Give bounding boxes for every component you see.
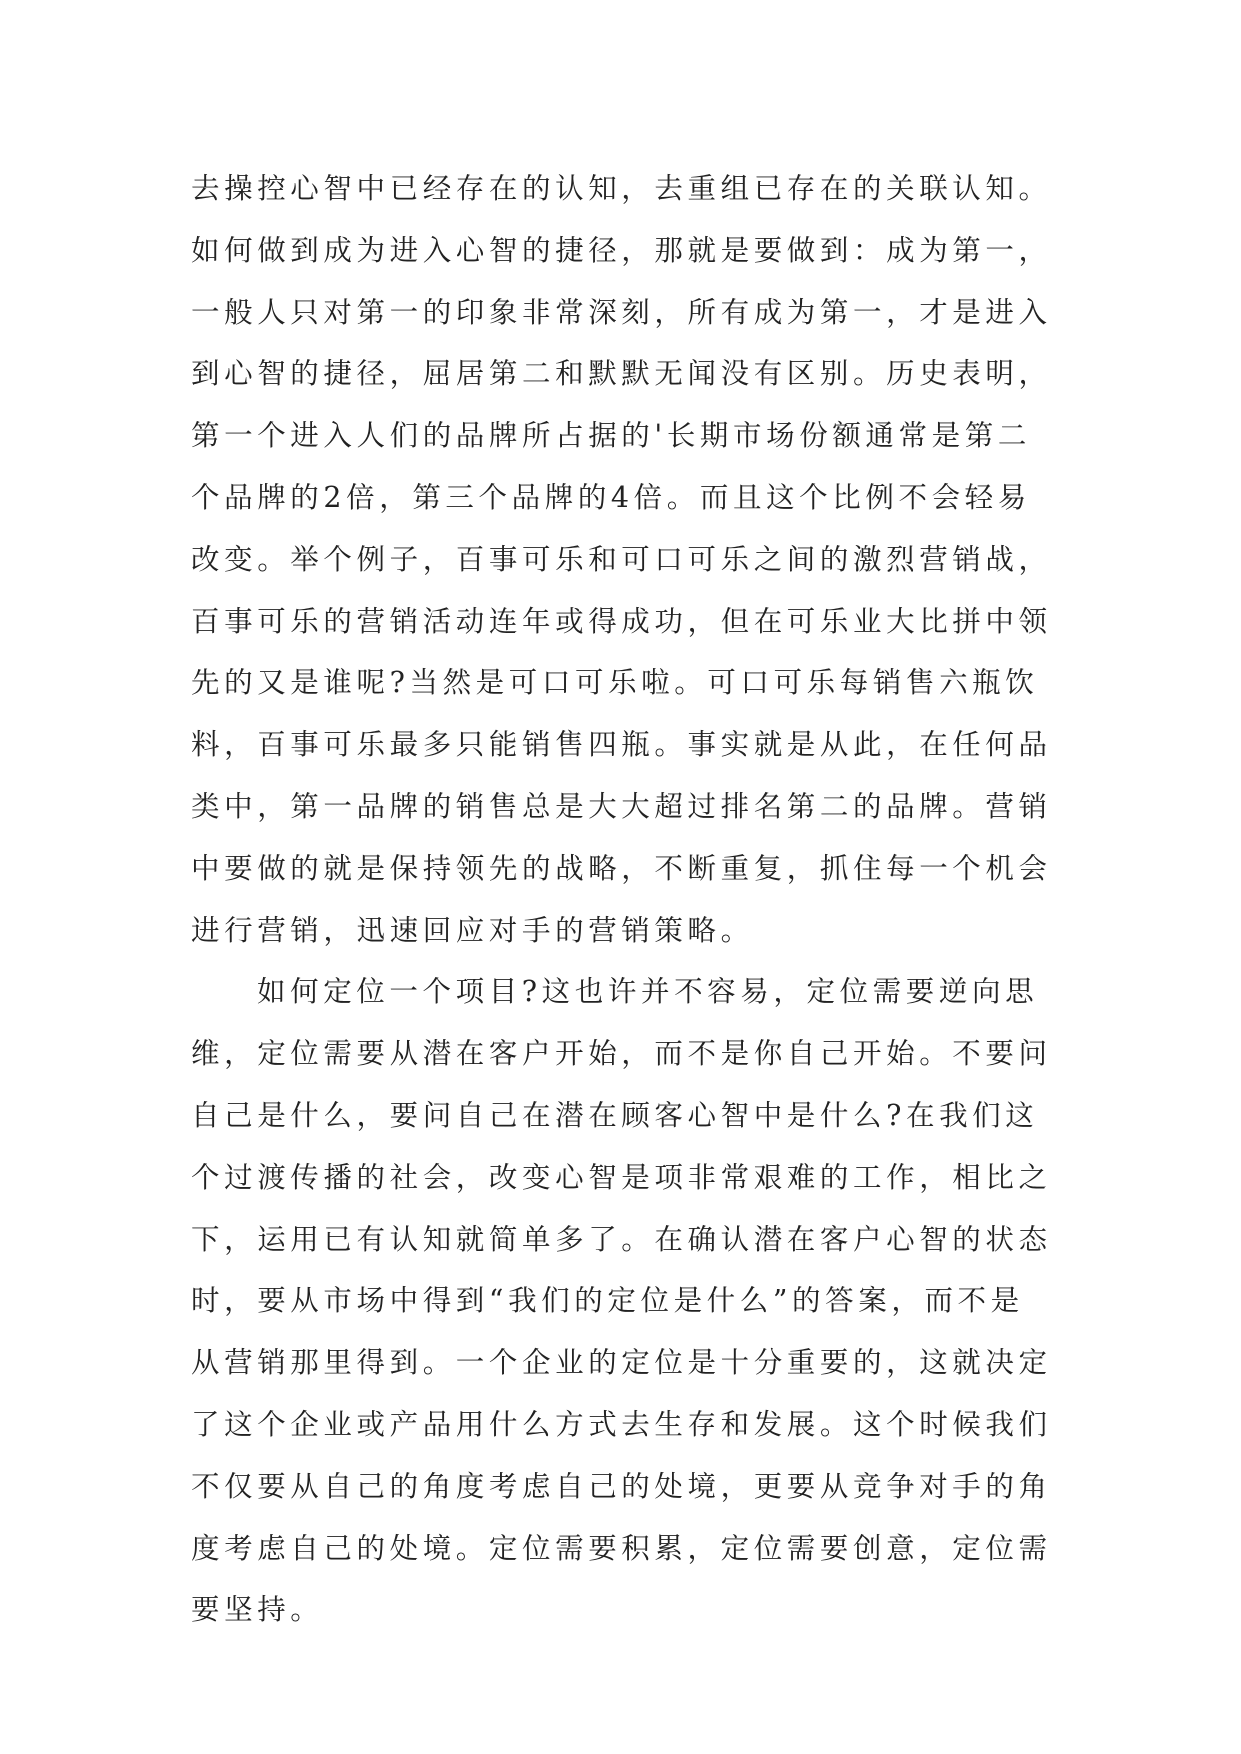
text-line: 下，运用已有认知就简单多了。在确认潜在客户心智的状态 [191, 1222, 1052, 1256]
text-line: 中要做的就是保持领先的战略，不断重复，抓住每一个机会 [191, 851, 1052, 885]
text-line: 时，要从市场中得到“我们的定位是什么”的答案，而不是 [191, 1284, 1024, 1318]
text-line: 到心智的捷径，屈居第二和默默无闻没有区别。历史表明， [191, 357, 1052, 391]
paragraph-2 [191, 961, 1061, 1641]
text-line: 维，定位需要从潜在客户开始，而不是你自己开始。不要问 [191, 1037, 1052, 1071]
text-line: 去操控心智中已经存在的认知，去重组已存在的关联认知。 [191, 172, 1052, 205]
text-line: 进行营销，迅速回应对手的营销策略。 [191, 913, 754, 947]
document-body [191, 158, 1061, 1641]
text-line: 料，百事可乐最多只能销售四瓶。事实就是从此，在任何品 [191, 728, 1052, 762]
text-line: 百事可乐的营销活动连年或得成功，但在可乐业大比拼中领 [191, 604, 1052, 638]
text-line: 一般人只对第一的印象非常深刻，所有成为第一，才是进入 [191, 295, 1052, 329]
text-line: 改变。举个例子，百事可乐和可口可乐之间的激烈营销战， [191, 542, 1052, 576]
text-line: 类中，第一品牌的销售总是大大超过排名第二的品牌。营销 [191, 789, 1052, 823]
text-line: 第一个进入人们的品牌所占据的'长期市场份额通常是第二 [191, 419, 1031, 453]
text-line: 自己是什么，要问自己在潜在顾客心智中是什么?在我们这 [191, 1098, 1039, 1132]
text-line: 个过渡传播的社会，改变心智是项非常艰难的工作，相比之 [191, 1160, 1052, 1194]
text-line: 不仅要从自己的角度考虑自己的处境，更要从竞争对手的角 [191, 1469, 1052, 1503]
text-line: 如何定位一个项目?这也许并不容易，定位需要逆向思 [257, 975, 1039, 1009]
text-line: 先的又是谁呢?当然是可口可乐啦。可口可乐每销售六瓶饮 [191, 666, 1039, 700]
text-line: 了这个企业或产品用什么方式去生存和发展。这个时候我们 [191, 1407, 1052, 1441]
text-line: 如何做到成为进入心智的捷径，那就是要做到：成为第一， [191, 233, 1052, 267]
text-line: 要坚持。 [191, 1593, 324, 1627]
text-line: 度考虑自己的处境。定位需要积累，定位需要创意，定位需 [191, 1531, 1052, 1565]
paragraph-1 [191, 158, 1061, 961]
text-line: 从营销那里得到。一个企业的定位是十分重要的，这就决定 [191, 1346, 1052, 1380]
text-line: 个品牌的2倍，第三个品牌的4倍。而且这个比例不会轻易 [191, 480, 1031, 514]
